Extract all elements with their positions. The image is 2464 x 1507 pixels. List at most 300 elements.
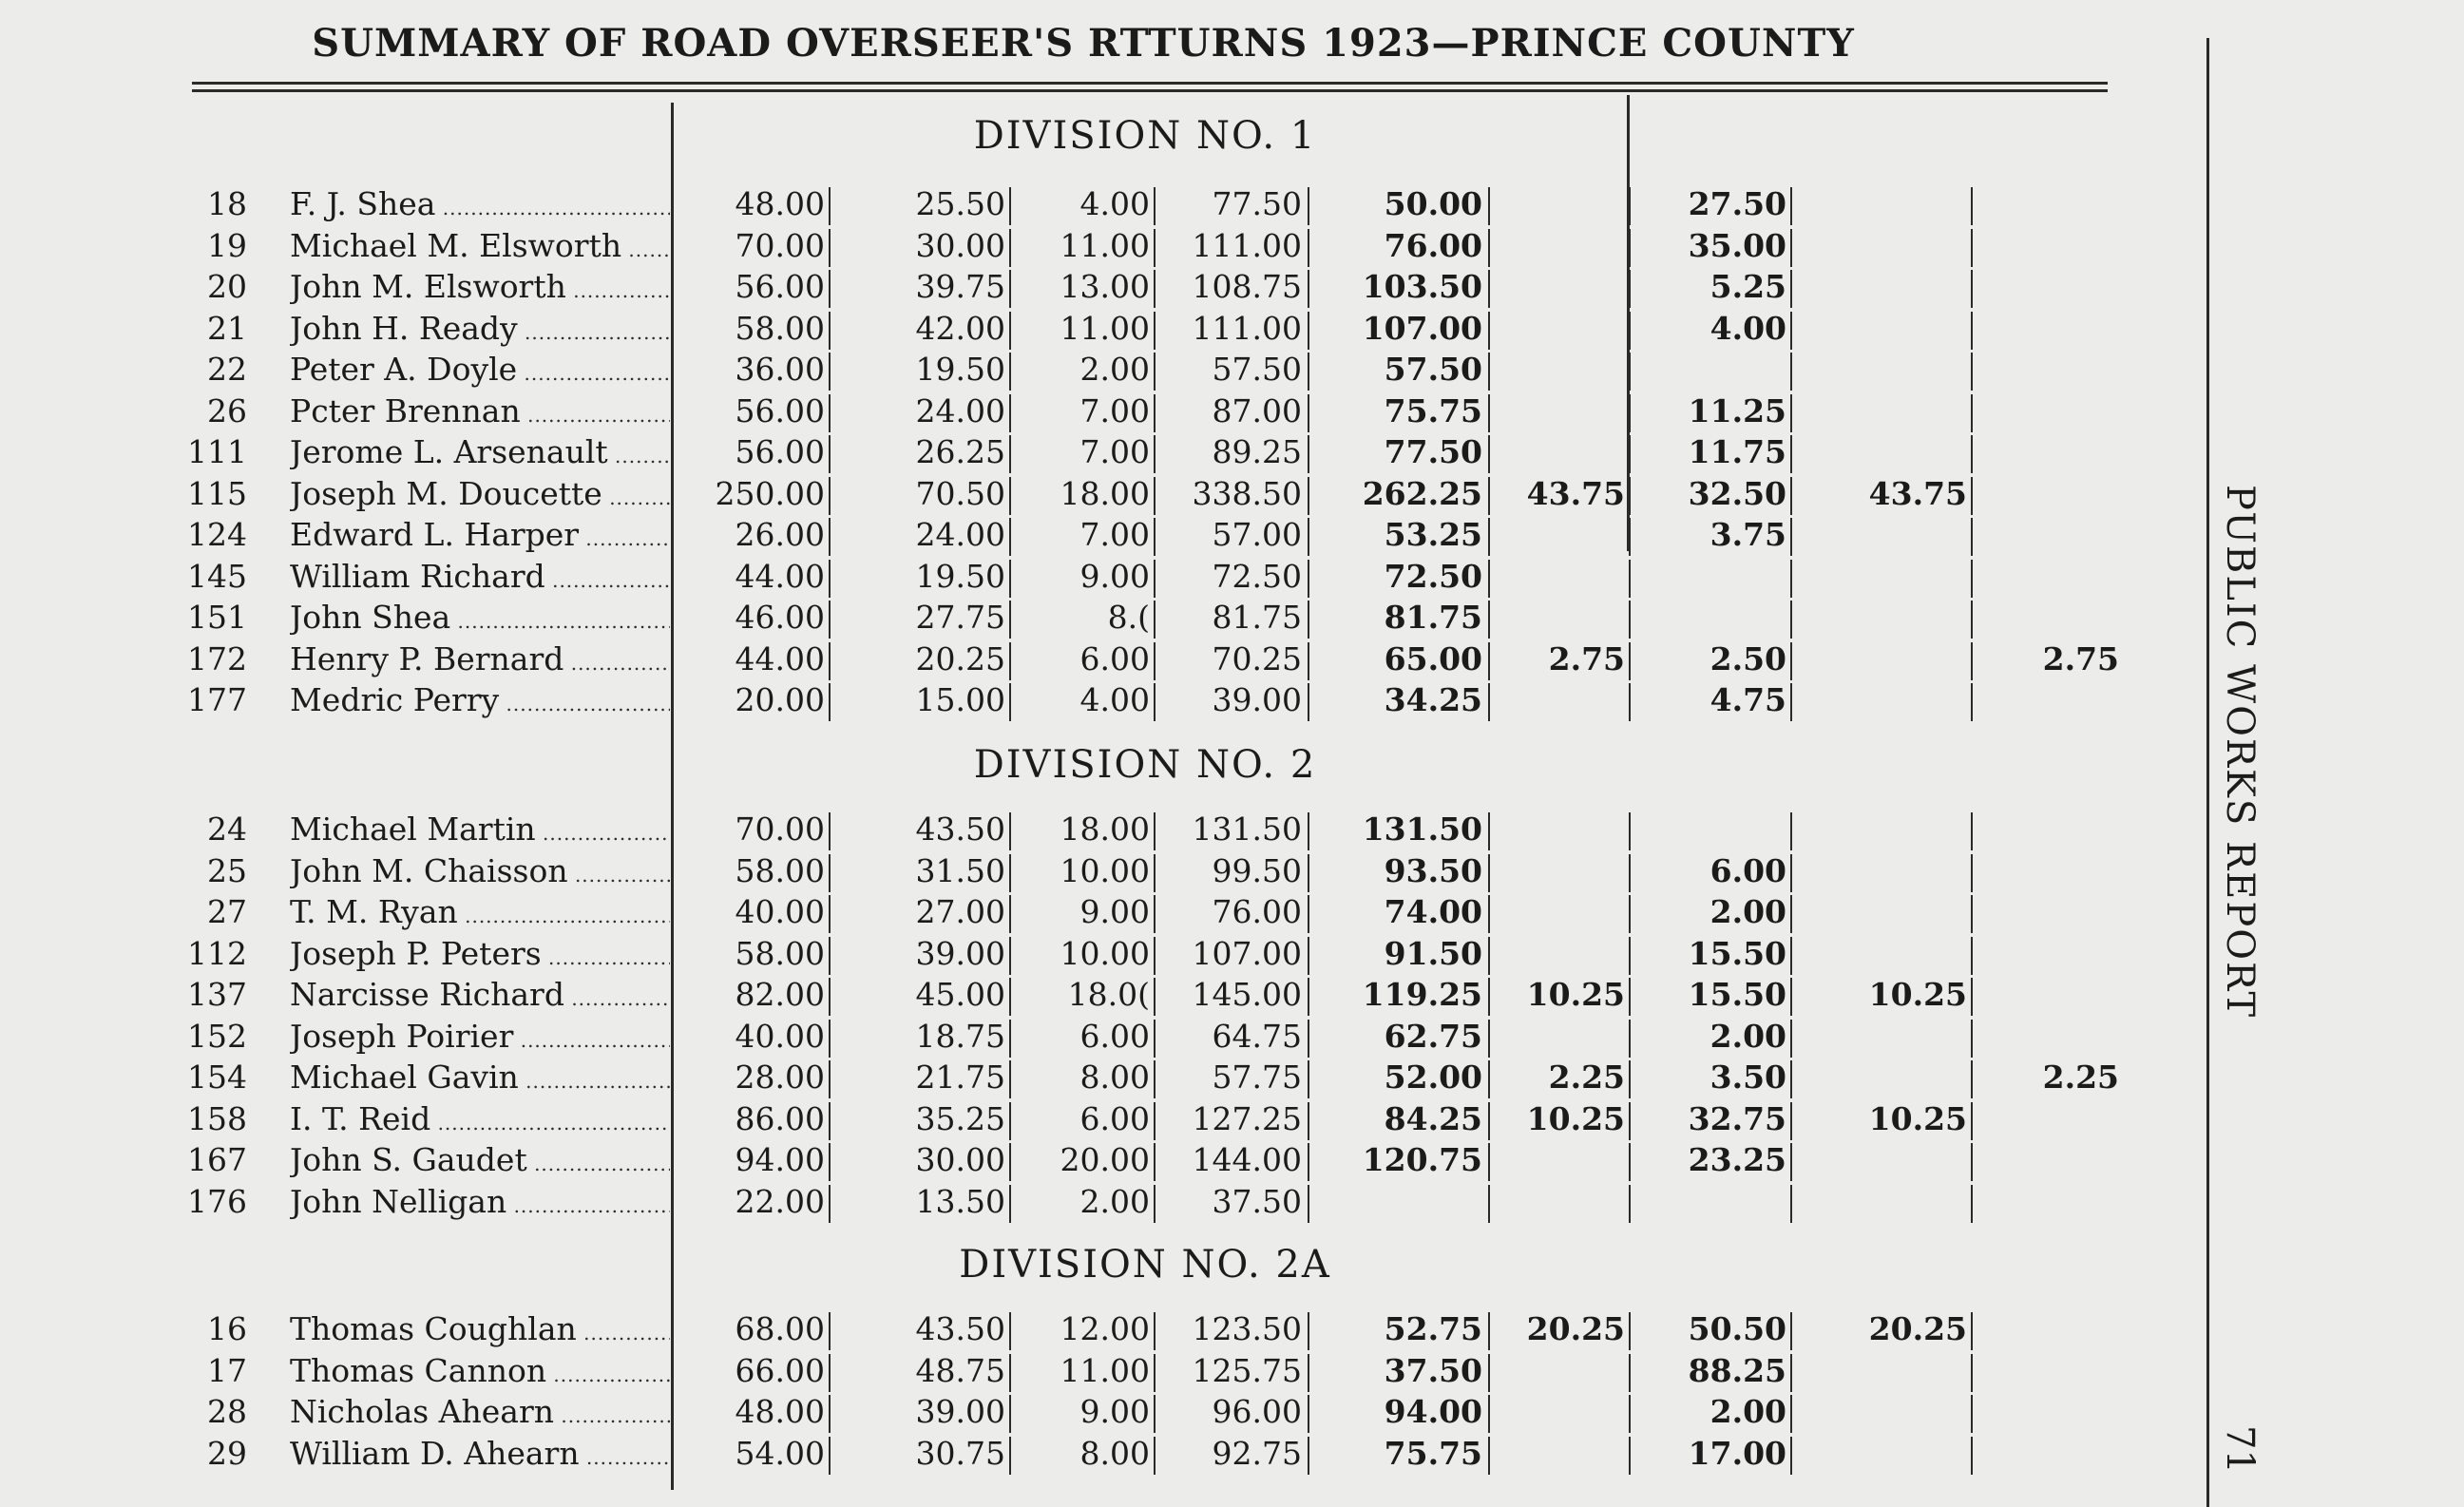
column-separator	[1971, 270, 1973, 308]
column-separator	[1154, 1437, 1156, 1475]
column-separator	[1154, 812, 1156, 850]
amount-cell: 30.00	[915, 1141, 1005, 1178]
amount-cell: 94.00	[735, 1141, 825, 1178]
column-separator	[1629, 1437, 1631, 1475]
amount-cell: 2.00	[1710, 1018, 1786, 1055]
amount-cell: 48.00	[735, 185, 825, 222]
column-separator	[1009, 978, 1011, 1016]
column-separator	[1154, 642, 1156, 680]
column-separator	[829, 1102, 831, 1140]
column-separator	[1154, 1185, 1156, 1223]
amount-cell: 11.75	[1688, 433, 1786, 470]
column-separator	[1629, 642, 1631, 680]
amount-cell: 21.75	[915, 1059, 1005, 1096]
amount-cell: 27.75	[915, 599, 1005, 636]
column-separator	[1009, 353, 1011, 391]
column-separator	[1488, 812, 1490, 850]
amount-cell: 11.00	[1060, 310, 1150, 347]
column-separator	[1488, 1437, 1490, 1475]
column-separator	[1488, 978, 1490, 1016]
amount-cell: 6.00	[1079, 640, 1150, 677]
column-separator	[829, 270, 831, 308]
column-separator	[1971, 560, 1973, 598]
column-separator	[1154, 1312, 1156, 1350]
column-separator	[1488, 1185, 1490, 1223]
page-title: SUMMARY OF ROAD OVERSEER'S RTTURNS 1923—PRINCE COUNTY	[312, 21, 1855, 66]
column-separator	[1971, 1437, 1973, 1475]
amount-cell: 10.00	[1060, 852, 1150, 889]
district-number: 21	[207, 310, 247, 347]
amount-cell: 2.00	[1710, 893, 1786, 930]
amount-cell: 58.00	[735, 852, 825, 889]
amount-cell: 84.25	[1384, 1100, 1482, 1137]
amount-cell: 24.00	[915, 516, 1005, 553]
column-separator	[1629, 1395, 1631, 1433]
amount-cell: 56.00	[735, 392, 825, 429]
column-separator	[1790, 229, 1792, 267]
district-number: 112	[187, 935, 247, 972]
amount-cell: 10.25	[1526, 1100, 1625, 1137]
amount-cell: 58.00	[735, 310, 825, 347]
amount-cell: 57.00	[1212, 516, 1302, 553]
district-number: 137	[187, 976, 247, 1013]
column-separator	[1009, 1060, 1011, 1098]
column-separator	[1629, 560, 1631, 598]
amount-cell: 32.75	[1688, 1100, 1786, 1137]
column-separator	[1488, 1060, 1490, 1098]
table-row	[0, 681, 2186, 723]
amount-cell: 18.0(	[1067, 976, 1150, 1013]
column-separator	[1154, 854, 1156, 892]
column-separator	[1308, 353, 1309, 391]
amount-cell: 82.00	[735, 976, 825, 1013]
amount-cell: 72.50	[1212, 558, 1302, 595]
district-number: 28	[207, 1393, 247, 1430]
amount-cell: 70.25	[1212, 640, 1302, 677]
amount-cell: 23.25	[1688, 1141, 1786, 1178]
amount-cell: 48.00	[735, 1393, 825, 1430]
overseer-name: John M. Elsworth .....	[290, 268, 670, 305]
column-separator	[1629, 187, 1631, 225]
column-separator	[1488, 560, 1490, 598]
amount-cell: 43.50	[915, 811, 1005, 848]
column-separator	[1308, 1143, 1309, 1181]
column-separator	[1629, 1312, 1631, 1350]
column-separator	[829, 1143, 831, 1181]
amount-cell: 6.00	[1079, 1100, 1150, 1137]
table-row	[0, 1100, 2186, 1142]
column-separator	[1790, 1354, 1792, 1392]
amount-cell: 4.00	[1710, 310, 1786, 347]
column-separator	[1308, 1060, 1309, 1098]
column-separator	[1308, 229, 1309, 267]
amount-cell: 20.25	[915, 640, 1005, 677]
table-row	[0, 1435, 2186, 1477]
column-separator	[829, 1020, 831, 1058]
amount-cell: 43.75	[1526, 475, 1625, 512]
amount-cell: 96.00	[1212, 1393, 1302, 1430]
column-separator	[1308, 1395, 1309, 1433]
column-separator	[829, 895, 831, 933]
amount-cell: 107.00	[1192, 935, 1302, 972]
column-separator	[1790, 1395, 1792, 1433]
overseer-name: Thomas Coughlan .....	[290, 1310, 670, 1347]
amount-cell: 15.50	[1688, 976, 1786, 1013]
amount-cell: 25.50	[915, 185, 1005, 222]
column-separator	[1308, 560, 1309, 598]
amount-cell: 43.75	[1868, 475, 1967, 512]
amount-cell: 37.50	[1212, 1183, 1302, 1220]
column-separator	[1629, 312, 1631, 350]
column-separator	[1629, 683, 1631, 721]
amount-cell: 144.00	[1192, 1141, 1302, 1178]
amount-cell: 72.50	[1384, 558, 1482, 595]
amount-cell: 2.75	[1548, 640, 1625, 677]
amount-cell: 22.00	[735, 1183, 825, 1220]
column-separator	[1629, 601, 1631, 639]
amount-cell: 9.00	[1079, 1393, 1150, 1430]
amount-cell: 58.00	[735, 935, 825, 972]
amount-cell: 50.00	[1384, 185, 1482, 222]
amount-cell: 18.00	[1060, 475, 1150, 512]
column-separator	[1308, 518, 1309, 556]
side-label: PUBLIC WORKS REPORT	[2218, 485, 2262, 1020]
column-separator	[1790, 560, 1792, 598]
amount-cell: 10.25	[1868, 976, 1967, 1013]
amount-cell: 24.00	[915, 392, 1005, 429]
amount-cell: 35.00	[1688, 227, 1786, 264]
district-number: 19	[207, 227, 247, 264]
table-row	[0, 351, 2186, 392]
column-separator	[1308, 854, 1309, 892]
amount-cell: 8.(	[1107, 599, 1150, 636]
column-separator	[829, 1354, 831, 1392]
table-row	[0, 1310, 2186, 1352]
column-separator	[1629, 812, 1631, 850]
column-separator	[1971, 937, 1973, 975]
column-separator	[1154, 560, 1156, 598]
column-separator	[1154, 895, 1156, 933]
division-heading: DIVISION NO. 2A	[959, 1243, 1331, 1287]
overseer-name: Joseph M. Doucette .....	[290, 475, 670, 512]
column-separator	[1154, 353, 1156, 391]
column-separator	[1971, 435, 1973, 473]
column-separator	[1790, 477, 1792, 515]
overseer-name: F. J. Shea .....	[290, 185, 670, 222]
table-row	[0, 268, 2186, 310]
amount-cell: 6.00	[1710, 852, 1786, 889]
column-separator	[1790, 895, 1792, 933]
column-separator	[1629, 477, 1631, 515]
column-separator	[1308, 435, 1309, 473]
table-row	[0, 1183, 2186, 1225]
column-separator	[1790, 1185, 1792, 1223]
column-separator	[1790, 1020, 1792, 1058]
column-separator	[1009, 1020, 1011, 1058]
amount-cell: 2.25	[2042, 1059, 2119, 1096]
overseer-name: John H. Ready .....	[290, 310, 670, 347]
amount-cell: 15.00	[915, 681, 1005, 718]
title-rule-bottom	[192, 89, 2108, 92]
district-number: 177	[187, 681, 247, 718]
column-separator	[829, 1060, 831, 1098]
district-number: 25	[207, 852, 247, 889]
division-heading: DIVISION NO. 1	[973, 114, 1317, 158]
amount-cell: 4.00	[1079, 185, 1150, 222]
amount-cell: 93.50	[1384, 852, 1482, 889]
overseer-name: John Shea .....	[290, 599, 670, 636]
column-separator	[1971, 394, 1973, 432]
table-row	[0, 599, 2186, 640]
table-row	[0, 1018, 2186, 1059]
amount-cell: 119.25	[1362, 976, 1482, 1013]
district-number: 111	[187, 433, 247, 470]
district-number: 26	[207, 392, 247, 429]
district-number: 152	[187, 1018, 247, 1055]
column-separator	[1154, 1102, 1156, 1140]
column-separator	[1488, 642, 1490, 680]
district-number: 29	[207, 1435, 247, 1472]
column-separator	[1488, 270, 1490, 308]
column-separator	[1009, 854, 1011, 892]
amount-cell: 44.00	[735, 640, 825, 677]
column-separator	[1488, 937, 1490, 975]
column-separator	[1629, 1102, 1631, 1140]
column-separator	[1629, 1185, 1631, 1223]
amount-cell: 76.00	[1384, 227, 1482, 264]
amount-cell: 2.00	[1710, 1393, 1786, 1430]
amount-cell: 43.50	[915, 1310, 1005, 1347]
amount-cell: 81.75	[1212, 599, 1302, 636]
column-separator	[1009, 229, 1011, 267]
column-separator	[1009, 270, 1011, 308]
overseer-name: John Nelligan .....	[290, 1183, 670, 1220]
table-row	[0, 227, 2186, 269]
amount-cell: 10.25	[1526, 976, 1625, 1013]
column-separator	[829, 477, 831, 515]
column-separator	[1488, 187, 1490, 225]
page-number: 71	[2218, 1425, 2262, 1474]
amount-cell: 32.50	[1688, 475, 1786, 512]
column-separator	[1308, 937, 1309, 975]
table-row	[0, 558, 2186, 600]
table-row	[0, 392, 2186, 434]
amount-cell: 125.75	[1192, 1352, 1302, 1389]
column-separator	[1971, 187, 1973, 225]
table-row	[0, 1141, 2186, 1183]
column-separator	[1009, 683, 1011, 721]
amount-cell: 66.00	[735, 1352, 825, 1389]
column-separator	[1971, 353, 1973, 391]
table-row	[0, 185, 2186, 227]
column-separator	[1629, 978, 1631, 1016]
column-separator	[1971, 601, 1973, 639]
column-separator	[1488, 477, 1490, 515]
column-separator	[1790, 854, 1792, 892]
table-row	[0, 893, 2186, 935]
amount-cell: 99.50	[1212, 852, 1302, 889]
district-number: 18	[207, 185, 247, 222]
amount-cell: 27.00	[915, 893, 1005, 930]
column-separator	[1154, 937, 1156, 975]
column-separator	[1971, 312, 1973, 350]
district-number: 115	[187, 475, 247, 512]
column-separator	[1308, 312, 1309, 350]
column-separator	[829, 435, 831, 473]
amount-cell: 7.00	[1079, 433, 1150, 470]
overseer-name: John S. Gaudet .....	[290, 1141, 670, 1178]
column-separator	[1488, 1354, 1490, 1392]
column-separator	[1308, 270, 1309, 308]
column-separator	[1629, 435, 1631, 473]
column-separator	[1971, 1185, 1973, 1223]
overseer-name: Henry P. Bernard .....	[290, 640, 670, 677]
overseer-name: I. T. Reid .....	[290, 1100, 670, 1137]
column-separator	[1308, 642, 1309, 680]
amount-cell: 94.00	[1384, 1393, 1482, 1430]
column-separator	[1154, 1395, 1156, 1433]
column-separator	[1971, 895, 1973, 933]
column-separator	[829, 601, 831, 639]
column-separator	[1154, 435, 1156, 473]
amount-cell: 56.00	[735, 268, 825, 305]
overseer-name: Nicholas Ahearn .....	[290, 1393, 670, 1430]
amount-cell: 20.25	[1868, 1310, 1967, 1347]
column-separator	[1308, 1312, 1309, 1350]
column-separator	[1971, 683, 1973, 721]
overseer-name: Michael Martin .....	[290, 811, 670, 848]
column-separator	[1629, 1143, 1631, 1181]
column-separator	[1308, 812, 1309, 850]
amount-cell: 56.00	[735, 433, 825, 470]
district-number: 24	[207, 811, 247, 848]
column-separator	[1790, 1143, 1792, 1181]
amount-cell: 8.00	[1079, 1435, 1150, 1472]
amount-cell: 2.75	[2042, 640, 2119, 677]
column-separator	[829, 854, 831, 892]
column-separator	[829, 1185, 831, 1223]
column-separator	[1009, 394, 1011, 432]
amount-cell: 11.00	[1060, 227, 1150, 264]
column-separator	[1971, 854, 1973, 892]
column-separator	[1488, 1020, 1490, 1058]
column-separator	[1009, 518, 1011, 556]
column-separator	[1790, 518, 1792, 556]
amount-cell: 19.50	[915, 351, 1005, 388]
overseer-name: John M. Chaisson .....	[290, 852, 670, 889]
column-separator	[1009, 1312, 1011, 1350]
division-heading: DIVISION NO. 2	[973, 743, 1317, 787]
column-separator	[1308, 1354, 1309, 1392]
column-separator	[829, 394, 831, 432]
column-separator	[1790, 312, 1792, 350]
column-separator	[1009, 1395, 1011, 1433]
column-separator	[1009, 895, 1011, 933]
overseer-name: Joseph P. Peters .....	[290, 935, 670, 972]
amount-cell: 68.00	[735, 1310, 825, 1347]
column-separator	[1629, 518, 1631, 556]
amount-cell: 64.75	[1212, 1018, 1302, 1055]
amount-cell: 111.00	[1192, 227, 1302, 264]
amount-cell: 338.50	[1192, 475, 1302, 512]
amount-cell: 50.50	[1688, 1310, 1786, 1347]
column-separator	[1154, 229, 1156, 267]
column-separator	[1009, 312, 1011, 350]
amount-cell: 30.75	[915, 1435, 1005, 1472]
overseer-name: Narcisse Richard .....	[290, 976, 670, 1013]
table-row	[0, 516, 2186, 558]
amount-cell: 36.00	[735, 351, 825, 388]
amount-cell: 250.00	[715, 475, 825, 512]
column-separator	[1488, 435, 1490, 473]
table-row	[0, 852, 2186, 894]
column-separator	[829, 1395, 831, 1433]
table-row	[0, 1059, 2186, 1100]
table-row	[0, 475, 2186, 517]
column-separator	[1971, 477, 1973, 515]
amount-cell: 5.25	[1710, 268, 1786, 305]
amount-cell: 75.75	[1384, 392, 1482, 429]
column-separator	[1009, 1185, 1011, 1223]
column-separator	[1154, 683, 1156, 721]
column-separator	[829, 937, 831, 975]
column-separator	[1308, 477, 1309, 515]
amount-cell: 10.25	[1868, 1100, 1967, 1137]
amount-cell: 88.25	[1688, 1352, 1786, 1389]
amount-cell: 15.50	[1688, 935, 1786, 972]
column-separator	[1971, 1020, 1973, 1058]
column-separator	[1629, 229, 1631, 267]
column-separator	[1009, 937, 1011, 975]
column-separator	[1154, 978, 1156, 1016]
column-separator	[1488, 353, 1490, 391]
amount-cell: 4.00	[1079, 681, 1150, 718]
column-separator	[1009, 435, 1011, 473]
column-separator	[1790, 353, 1792, 391]
column-separator	[1629, 394, 1631, 432]
overseer-name: Medric Perry .....	[290, 681, 670, 718]
overseer-name: Joseph Poirier .....	[290, 1018, 670, 1055]
amount-cell: 70.50	[915, 475, 1005, 512]
column-separator	[1308, 683, 1309, 721]
amount-cell: 92.75	[1212, 1435, 1302, 1472]
column-separator	[1308, 187, 1309, 225]
column-separator	[1790, 1312, 1792, 1350]
overseer-name: Thomas Cannon .....	[290, 1352, 670, 1389]
amount-cell: 7.00	[1079, 392, 1150, 429]
amount-cell: 11.00	[1060, 1352, 1150, 1389]
amount-cell: 70.00	[735, 811, 825, 848]
amount-cell: 3.75	[1710, 516, 1786, 553]
amount-cell: 8.00	[1079, 1059, 1150, 1096]
column-separator	[1488, 683, 1490, 721]
amount-cell: 76.00	[1212, 893, 1302, 930]
column-separator	[1488, 518, 1490, 556]
column-separator	[1971, 642, 1973, 680]
amount-cell: 48.75	[915, 1352, 1005, 1389]
amount-cell: 18.00	[1060, 811, 1150, 848]
amount-cell: 108.75	[1192, 268, 1302, 305]
column-separator	[1629, 1354, 1631, 1392]
amount-cell: 57.75	[1212, 1059, 1302, 1096]
column-separator	[1790, 1060, 1792, 1098]
district-number: 16	[207, 1310, 247, 1347]
amount-cell: 81.75	[1384, 599, 1482, 636]
amount-cell: 11.25	[1688, 392, 1786, 429]
amount-cell: 131.50	[1362, 811, 1482, 848]
column-separator	[1308, 601, 1309, 639]
table-row	[0, 935, 2186, 977]
